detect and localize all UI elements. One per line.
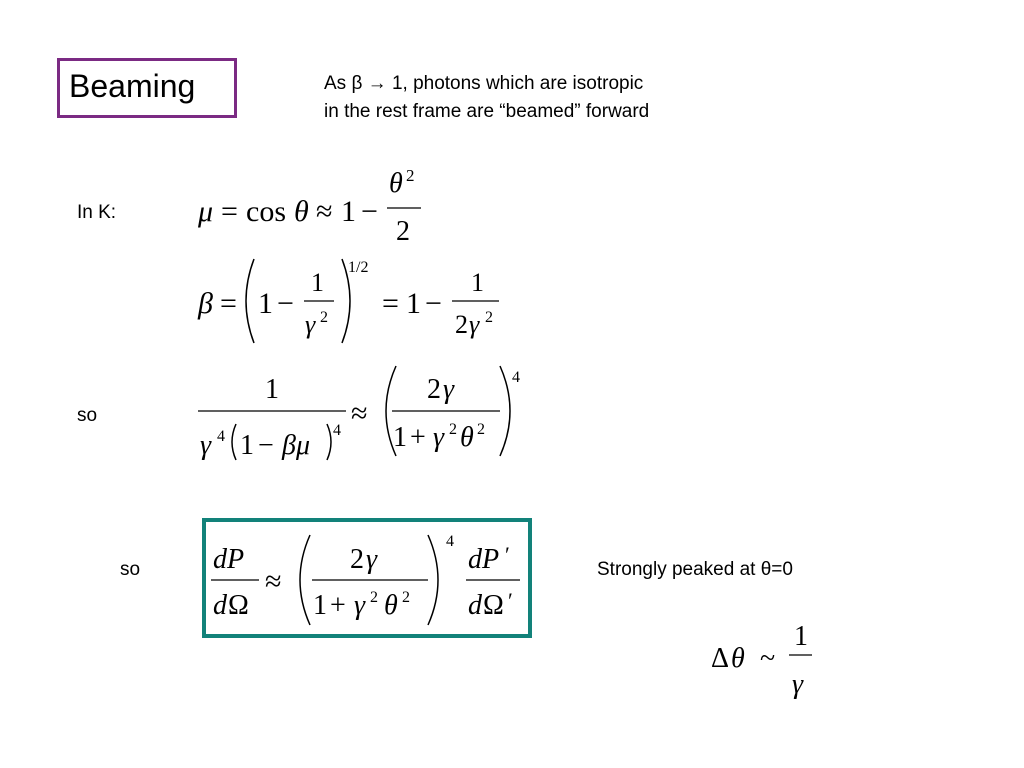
svg-text:β: β bbox=[198, 287, 213, 320]
svg-text:=: = bbox=[220, 287, 237, 320]
label-so-1: so bbox=[77, 405, 98, 426]
svg-text:θ: θ bbox=[460, 422, 474, 453]
svg-text:μ: μ bbox=[198, 195, 214, 228]
svg-text:2: 2 bbox=[350, 544, 364, 575]
svg-text:d: d bbox=[468, 590, 482, 621]
svg-text:d: d bbox=[213, 590, 227, 621]
svg-text:θ: θ bbox=[731, 643, 745, 674]
svg-text:′: ′ bbox=[508, 588, 513, 613]
svg-text:≈: ≈ bbox=[265, 565, 282, 598]
svg-text:θ: θ bbox=[384, 590, 398, 621]
svg-text:1: 1 bbox=[794, 621, 808, 652]
svg-text:dP: dP bbox=[213, 544, 245, 575]
svg-text:4: 4 bbox=[446, 533, 454, 550]
svg-text:=: = bbox=[382, 287, 399, 320]
svg-text:θ: θ bbox=[294, 195, 309, 228]
svg-text:4: 4 bbox=[512, 369, 520, 386]
svg-text:−: − bbox=[258, 430, 274, 461]
svg-text:+: + bbox=[410, 422, 426, 453]
intro-line-1: As β → 1, photons which are isotropic bbox=[324, 73, 644, 94]
svg-text:dP: dP bbox=[468, 544, 500, 575]
svg-text:≈: ≈ bbox=[316, 195, 333, 228]
svg-text:−: − bbox=[361, 195, 378, 228]
svg-text:2: 2 bbox=[370, 589, 378, 606]
slide-title: Beaming bbox=[69, 68, 196, 104]
svg-text:γ: γ bbox=[200, 430, 212, 461]
svg-text:=: = bbox=[221, 195, 238, 228]
svg-text:Ω: Ω bbox=[483, 590, 504, 621]
svg-text:4: 4 bbox=[217, 428, 225, 445]
svg-text:2: 2 bbox=[427, 374, 441, 405]
svg-text:′: ′ bbox=[505, 542, 510, 567]
equation-dp-domega bbox=[211, 533, 520, 625]
intro-line-2: in the rest frame are “beamed” forward bbox=[324, 101, 650, 122]
svg-text:−: − bbox=[277, 287, 294, 320]
equation-mu bbox=[197, 166, 421, 247]
svg-text:γ: γ bbox=[469, 310, 480, 339]
svg-text:~: ~ bbox=[760, 643, 776, 674]
equation-delta-theta bbox=[711, 621, 812, 700]
svg-text:2: 2 bbox=[477, 421, 485, 438]
svg-text:γ: γ bbox=[443, 374, 455, 405]
svg-text:1: 1 bbox=[311, 268, 324, 297]
svg-text:γ: γ bbox=[305, 310, 316, 339]
svg-text:1: 1 bbox=[406, 287, 421, 320]
svg-text:+: + bbox=[330, 590, 346, 621]
svg-text:2: 2 bbox=[485, 309, 493, 326]
label-in-k: In K: bbox=[77, 202, 117, 223]
svg-text:≈: ≈ bbox=[351, 397, 368, 430]
svg-text:2: 2 bbox=[396, 216, 410, 247]
svg-text:2: 2 bbox=[449, 421, 457, 438]
equation-ratio bbox=[198, 366, 520, 461]
svg-text:γ: γ bbox=[433, 422, 445, 453]
svg-text:Ω: Ω bbox=[228, 590, 249, 621]
svg-text:2: 2 bbox=[320, 309, 328, 326]
svg-text:γ: γ bbox=[792, 669, 804, 700]
svg-text:1: 1 bbox=[240, 430, 254, 461]
svg-text:1/2: 1/2 bbox=[348, 259, 369, 276]
svg-text:1: 1 bbox=[393, 422, 407, 453]
svg-text:1: 1 bbox=[471, 268, 484, 297]
svg-text:1: 1 bbox=[258, 287, 273, 320]
svg-text:2: 2 bbox=[402, 589, 410, 606]
svg-text:1: 1 bbox=[313, 590, 327, 621]
svg-text:2: 2 bbox=[455, 310, 468, 339]
label-so-2: so bbox=[120, 559, 141, 580]
svg-text:θ: θ bbox=[389, 168, 403, 199]
svg-text:βμ: βμ bbox=[282, 430, 310, 461]
svg-text:4: 4 bbox=[333, 422, 341, 439]
svg-text:2: 2 bbox=[406, 166, 415, 185]
svg-text:cos: cos bbox=[246, 195, 286, 228]
svg-text:γ: γ bbox=[354, 590, 366, 621]
svg-text:1: 1 bbox=[265, 374, 279, 405]
svg-text:1: 1 bbox=[341, 195, 356, 228]
svg-text:Δ: Δ bbox=[711, 643, 730, 674]
svg-text:−: − bbox=[425, 287, 442, 320]
svg-text:γ: γ bbox=[366, 544, 378, 575]
peaked-note: Strongly peaked at θ=0 bbox=[597, 559, 793, 580]
equation-beta bbox=[197, 259, 499, 343]
